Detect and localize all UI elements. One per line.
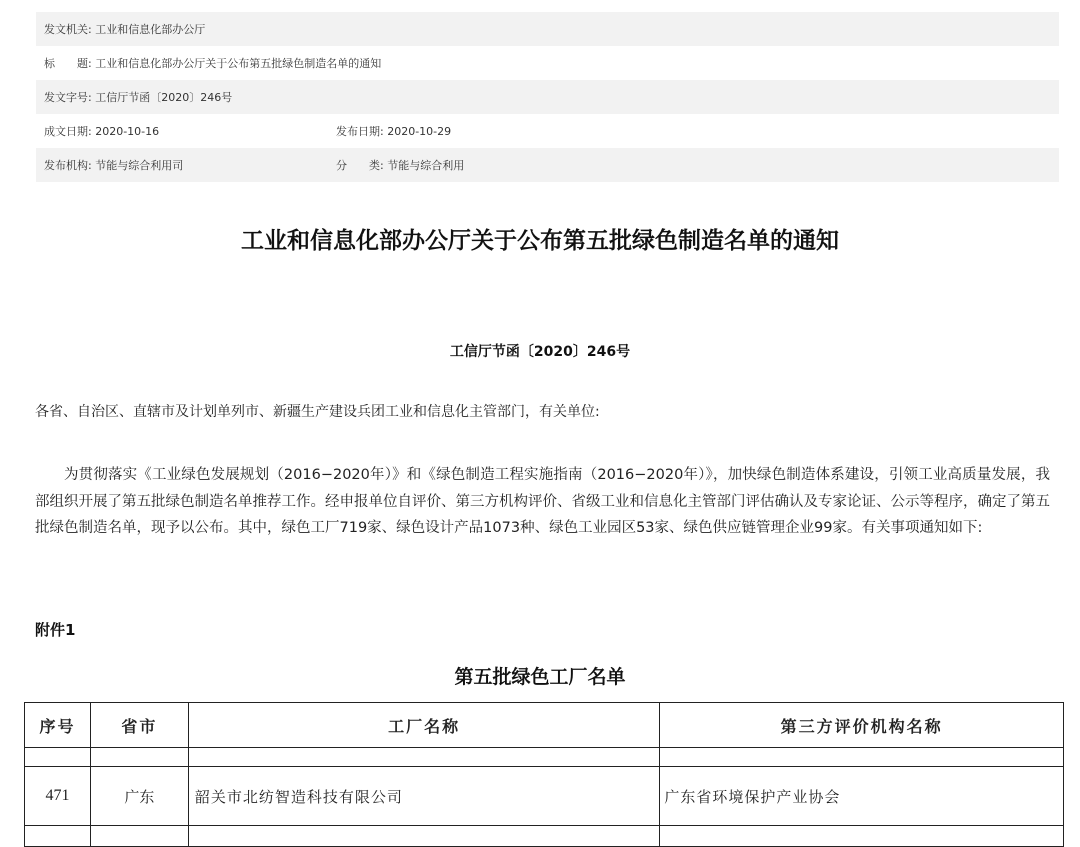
table-row-partial	[25, 826, 1064, 847]
category-value: 节能与综合利用	[387, 159, 465, 172]
cell-evaluator: 广东省环境保护产业协会	[660, 767, 1064, 826]
table-header-row	[25, 703, 1064, 748]
issuing-org-label: 发文机关:	[44, 23, 92, 36]
doc-no-label: 发文字号:	[44, 91, 92, 104]
meta-row-publisher	[36, 148, 1059, 182]
attachment-label: 附件1	[35, 621, 76, 639]
doc-no-value: 工信厅节函〔2020〕246号	[95, 91, 233, 104]
title-label: 标 题:	[44, 57, 92, 70]
title-value: 工业和信息化部办公厅关于公布第五批绿色制造名单的通知	[95, 57, 382, 70]
meta-row-issuing-org	[36, 12, 1059, 46]
green-factory-table	[24, 702, 1064, 847]
written-date-label: 成文日期:	[44, 125, 92, 138]
meta-row-doc-no	[36, 80, 1059, 114]
header-evaluator: 第三方评价机构名称	[660, 703, 1064, 748]
cell-factory: 韶关市北纺智造科技有限公司	[188, 767, 660, 826]
publisher-value: 节能与综合利用司	[95, 159, 184, 172]
document-metadata	[36, 12, 1059, 182]
publisher-label: 发布机构:	[44, 159, 92, 172]
body-paragraph: 为贯彻落实《工业绿色发展规划（2016−2020年）》和《绿色制造工程实施指南（2016−2020年）》，加快绿色制造体系建设，引领工业高质量发展，我部组织开展了第五批绿色制造名单推荐工作。经申报单位自评价、第三方机构评价、省级工业和信息化主管部门评估确认及专家论证、公示等程序，确定了第五批绿色制造名单，现予以公布。其中，绿色工厂719家、绿色设计产品1073种、绿色工业园区53家、绿色供应链管理企业99家。有关事项通知如下:	[35, 467, 1050, 536]
issuing-org-value: 工业和信息化部办公厅	[95, 23, 206, 36]
header-province: 省市	[90, 703, 188, 748]
meta-row-title	[36, 46, 1059, 80]
addressee: 各省、自治区、直辖市及计划单列市、新疆生产建设兵团工业和信息化主管部门，有关单位:	[35, 404, 600, 420]
list-title: 第五批绿色工厂名单	[454, 666, 626, 688]
table-gap-row	[25, 748, 1064, 767]
header-factory: 工厂名称	[188, 703, 660, 748]
written-date-value: 2020-10-16	[95, 125, 160, 138]
cell-province: 广东	[90, 767, 188, 826]
category-label: 分 类:	[336, 159, 384, 172]
cell-no: 471	[25, 767, 91, 826]
publish-date-label: 发布日期:	[336, 125, 384, 138]
meta-row-dates	[36, 114, 1059, 148]
header-no: 序号	[25, 703, 91, 748]
document-title: 工业和信息化部办公厅关于公布第五批绿色制造名单的通知	[241, 228, 839, 254]
publish-date-value: 2020-10-29	[387, 125, 452, 138]
document-number: 工信厅节函〔2020〕246号	[449, 344, 631, 360]
table-row	[25, 767, 1064, 826]
